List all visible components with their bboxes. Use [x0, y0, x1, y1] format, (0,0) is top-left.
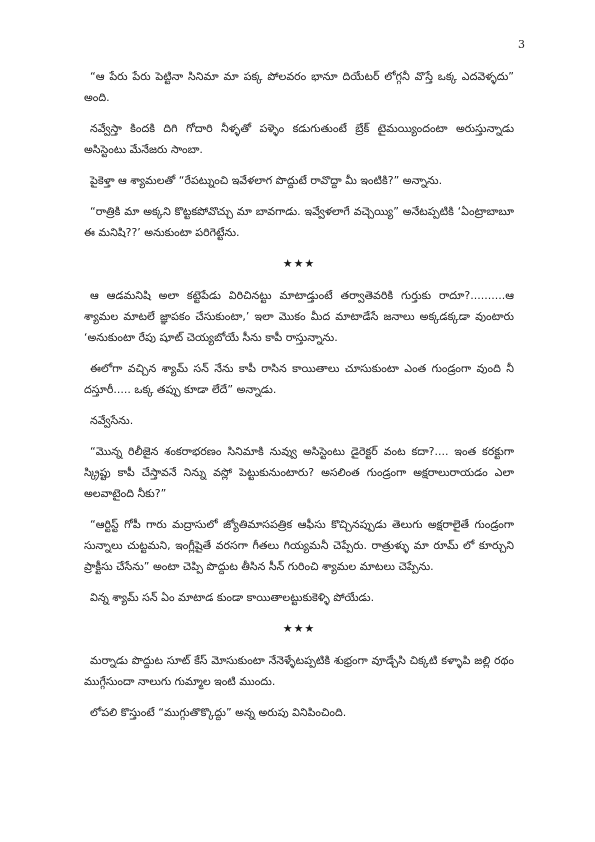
paragraph: ఈలోగా వచ్చిన శ్యామ్ సన్ నేను కాపీ రాసిన కాయితాలు చూసుకుంటా ఎంత గుండ్రంగా వుంది నీ దస్తూరీ..... ఒక్క తప్పు కూడా లేదే” అన్నాడు. — [84, 362, 514, 396]
page-number: 3 — [518, 38, 525, 51]
page-content — [84, 66, 514, 723]
paragraph: పైకెళ్తా ఆ శ్యామలతో “రేపట్నుంచి ఇవేళలాగ పొద్దుటే రావొద్దా మీ ఇంటికి?” అన్నాను. — [90, 174, 443, 187]
paragraph: లోపలి కొస్తుంటే “ముగ్గుతొక్కొద్దు” అన్న అరుపు వినిపించింది. — [90, 706, 347, 719]
paragraph: ఆ ఆడమనిషి అలా కట్టెపేడు విరిచినట్టు మాటాడ్తుంటే తర్వాతెవరికి గుర్తుకు రాదూ?..........ఆ శ్యామల మాటలే జ్ఞాపకం చేసుకుంటా,’ ఇలా మొకం మీద మాటాడేసే జనాలు అక్కడక్కడా వుంటారు ‘అనుకుంటా రేపు షూట్ చెయ్యబోయే సీను కాపీ రాస్తున్నాను. — [84, 289, 514, 344]
paragraph: మర్నాడు పొద్దుట సూట్ కేస్ మోసుకుంటా నేనెళ్ళేటప్పటికి శుభ్రంగా వూడ్చేసి చిక్కటి కళ్ళాపి జల్లి రథం ముగ్గేసుందా నాలుగు గుమ్మాల ఇంటి ముందు. — [84, 654, 514, 688]
section-separator: ★★★ — [282, 622, 316, 635]
paragraph: “ఆ పేరు పేరు పెట్టినా సినిమా మా పక్క పోలవరం భానూ దియేటర్ లోగ్గనీ వొస్తే ఒక్క ఎదవెళ్ళదు” అంది. — [84, 70, 514, 104]
paragraph: నవ్వేసేను. — [90, 414, 134, 427]
paragraph: నవ్వేస్తా కిందకి దిగి గోదారి నీళ్ళతో పళ్ళెం కడుగుతుంటే బ్రేక్ టైమయ్యిందంటా అరుస్తున్నాడు అసిస్టెంటు మేనేజరు సాంబా. — [84, 122, 514, 156]
paragraph: “రాత్రికి మా అక్కని కొట్టకపోవొచ్చు మా బావగాడు. ఇవ్వేళలాగే వచ్చెయ్యి” అనేటప్పటికి ‘ఏంట్రాబాబూ ఈ మనిషి??’ అనుకుంటా పరిగెట్టేను. — [84, 205, 514, 239]
paragraph: “మొన్న రిలీజైన శంకరాభరణం సినిమాకి నువ్వు అసిస్టెంటు డైరెక్టర్ వంట కదా?.... ఇంత కరక్టుగా స్క్రిప్టు కాపీ చేస్తావనే నిన్ను వస్లో పెట్టుకునుంటారు? అసలింత గుండ్రంగా అక్షరాలురాయడం ఎలా అలవాటైంది నీకు?” — [84, 445, 514, 500]
paragraph: “ఆర్టిస్ట్ గోపీ గారు మద్రాసులో జ్యోతిమాసపత్రిక ఆఫీసు కొచ్చినప్పుడు తెలుగు అక్షరాలైతే గుండ్రంగా సున్నాలు చుట్టమని, ఇంగ్లీషైతే వరసగా గీతలు గియ్యమనీ చెప్పేరు. రాత్రుళ్ళు మా రూమ్ లో కూర్చుని ప్రాక్టీసు చేసేను” అంటా చెప్పి పొద్దుట తీసిన సీన్ గురించి శ్యామల మాటలు చెప్పేను. — [84, 518, 514, 573]
paragraph: విన్న శ్యామ్ సన్ ఏం మాటాడ కుండా కాయితాలట్టుకుకెళ్ళి పోయేడు. — [90, 591, 375, 604]
section-separator: ★★★ — [282, 257, 316, 270]
